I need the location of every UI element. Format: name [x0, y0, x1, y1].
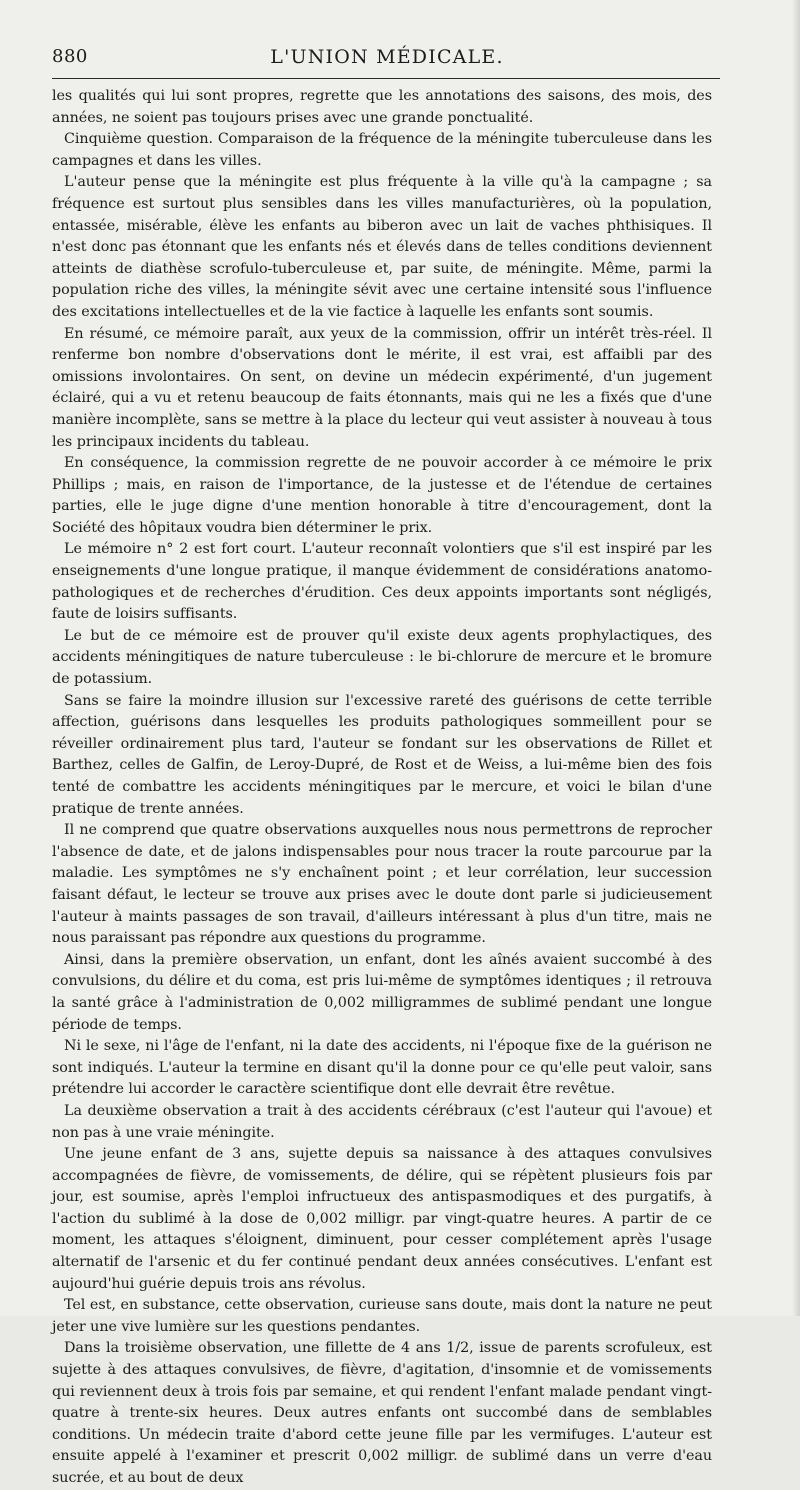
paragraph: Ni le sexe, ni l'âge de l'enfant, ni la date des accidents, ni l'époque fixe de la guérison ne sont indiqués. L'auteur la termine en disant qu'il la donne pour ce qu'elle peut valoir, sans prétendre lui accorder le caractère scientifique dont elle devrait être revêtue.	[52, 1038, 712, 1098]
page-header	[52, 46, 722, 72]
paragraph: Le mémoire n° 2 est fort court. L'auteur reconnaît volontiers que s'il est inspiré par les enseignements d'une longue pratique, il manque évidemment de considérations anatomo-pathologiques et de recherches d'érudition. Ces deux appoints importants sont négligés, faute de loisirs suffisants.	[52, 541, 712, 623]
paragraph: les qualités qui lui sont propres, regrette que les annotations des saisons, des mois, des années, ne soient pas toujours prises avec une grande ponctualité.	[52, 88, 712, 126]
header-rule	[52, 78, 720, 79]
scan-edge-shadow	[792, 0, 800, 1316]
paragraph: L'auteur pense que la méningite est plus fréquente à la ville qu'à la campagne ; sa fréquence est surtout plus sensibles dans les villes manufacturières, où la population, entassée, misérable, élève les enfants au biberon avec un lait de vaches phthisiques. Il n'est donc pas étonnant que les enfants nés et élevés dans de telles conditions deviennent atteints de diathèse scrofulo-tuberculeuse et, par suite, de méningite. Même, parmi la population riche des villes, la méningite sévit avec une certaine intensité sous l'influence des excitations intellectuelles et de la vie factice à laquelle les enfants sont soumis.	[52, 174, 712, 320]
paragraph: En conséquence, la commission regrette de ne pouvoir accorder à ce mémoire le prix Phillips ; mais, en raison de l'importance, de la justesse et de l'étendue de certaines parties, elle le juge digne d'une mention honorable à titre d'encouragement, dont la Société des hôpitaux voudra bien déterminer le prix.	[52, 455, 712, 536]
paragraph: Sans se faire la moindre illusion sur l'excessive rareté des guérisons de cette terrible affection, guérisons dans lesquelles les produits pathologiques sommeillent pour se réveiller ordinairement plus tard, l'auteur se fondant sur les observations de Rillet et Barthez, celles de Galfin, de Leroy-Dupré, de Rost et de Weiss, a lui-même bien des fois tenté de combattre les accidents méningitiques par le mercure, et voici le bilan d'une pratique de trente années.	[52, 692, 712, 817]
paragraph: Ainsi, dans la première observation, un enfant, dont les aînés avaient succombé à des convulsions, du délire et du coma, est pris lui-même de symptômes identiques ; il retrouva la santé grâce à l'administration de 0,002 milligrammes de sublimé pendant une longue période de temps.	[52, 951, 712, 1033]
paragraph: La deuxième observation a trait à des accidents cérébraux (c'est l'auteur qui l'avoue) et non pas à une vraie méningite.	[52, 1102, 712, 1141]
paragraph: Cinquième question. Comparaison de la fréquence de la méningite tuberculeuse dans les campagnes et dans les villes.	[52, 131, 712, 169]
paragraph: Tel est, en substance, cette observation, curieuse sans doute, mais dont la nature ne peut jeter une vive lumière sur les questions pendantes.	[52, 1297, 712, 1335]
paragraph: Le but de ce mémoire est de prouver qu'il existe deux agents prophylactiques, des accidents méningitiques de nature tuberculeuse : le bi-chlorure de mercure et le bromure de potassium.	[52, 627, 712, 688]
paragraph: Une jeune enfant de 3 ans, sujette depuis sa naissance à des attaques convulsives accompagnées de fièvre, de vomissements, de délire, qui se répètent plusieurs fois par jour, est soumise, après l'emploi infructueux des antispasmodiques et des purgatifs, à l'action du sublimé à la dose de 0,002 milligr. par vingt-quatre heures. A partir de ce moment, les attaques s'éloignent, diminuent, pour cesser complétement après l'usage alternatif de l'arsenic et du fer continué pendant deux années consécutives. L'enfant est aujourd'hui guérie depuis trois ans révolus.	[52, 1146, 712, 1292]
paragraph: Il ne comprend que quatre observations auxquelles nous nous permettrons de reprocher l'absence de date, et de jalons indispensables pour nous tracer la route parcourue par la maladie. Les symptômes ne s'y enchaînent point ; et leur corrélation, leur succession faisant défaut, le lecteur se trouve aux prises avec le doute dont parle si judicieusement l'auteur à maints passages de son travail, d'ailleurs intéressant à plus d'un titre, mais ne nous paraissant pas répondre aux questions du programme.	[52, 822, 712, 947]
page-number: 880	[52, 46, 88, 67]
running-title: L'UNION MÉDICALE.	[270, 46, 504, 68]
body-text	[52, 86, 712, 1490]
paragraph: En résumé, ce mémoire paraît, aux yeux de la commission, offrir un intérêt très-réel. Il renferme bon nombre d'observations dont le mérite, il est vrai, est affaibli par des omissions involontaires. On sent, on devine un médecin expérimenté, d'un jugement éclairé, qui a vu et retenu beaucoup de faits étonnants, mais qui ne les a fixés que d'une manière incomplète, sans se mettre à la place du lecteur qui veut assister à nouveau à tous les principaux incidents du tableau.	[52, 325, 712, 450]
paragraph: Dans la troisième observation, une fillette de 4 ans 1/2, issue de parents scrofuleux, est sujette à des attaques convulsives, de fièvre, d'agitation, d'insomnie et de vomissements qui reviennent deux à trois fois par semaine, et qui rendent l'enfant malade pendant vingt-quatre à trente-six heures. Deux autres enfants ont succombé dans de semblables conditions. Un médecin traite d'abord cette jeune fille par les vermifuges. L'auteur est ensuite appelé à l'examiner et prescrit 0,002 milligr. de sublimé dans un verre d'eau sucrée, et au bout de deux	[52, 1340, 712, 1486]
